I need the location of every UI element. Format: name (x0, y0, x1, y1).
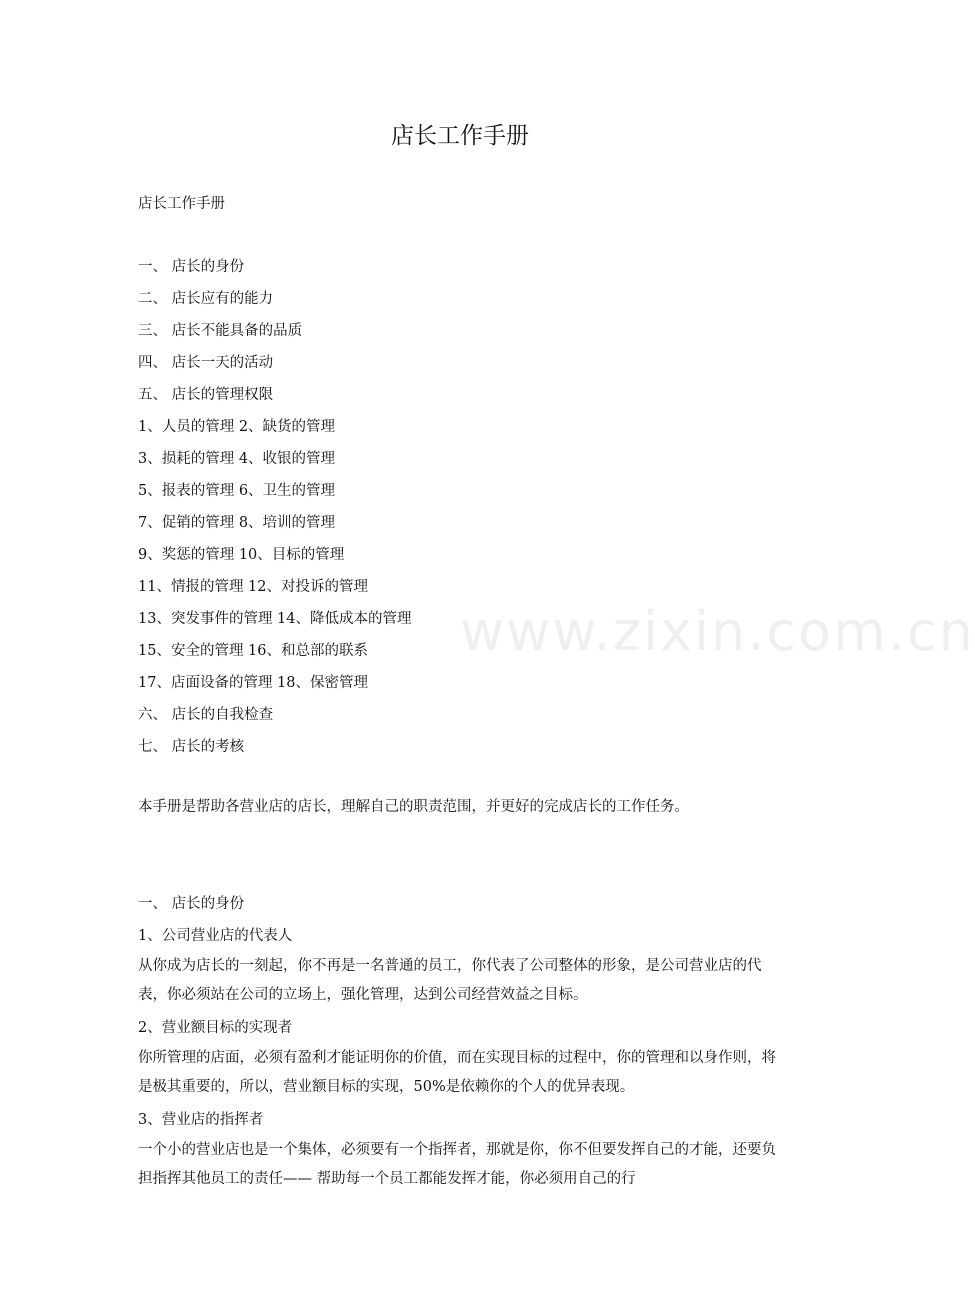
toc-item: 7、促销的管理 8、培训的管理 (138, 515, 336, 531)
toc-item: 四、 店长一天的活动 (138, 355, 274, 371)
item-title: 3、营业店的指挥者 (138, 1112, 264, 1128)
document-subtitle: 店长工作手册 (138, 196, 225, 212)
watermark: www.zixin.com.cn (460, 600, 975, 663)
subtitle-block (138, 188, 788, 220)
toc-item: 9、奖惩的管理 10、目标的管理 (138, 547, 345, 563)
toc-item: 3、损耗的管理 4、收银的管理 (138, 451, 336, 467)
toc-item: 三、 店长不能具备的品质 (138, 323, 303, 339)
item-title: 2、营业额目标的实现者 (138, 1020, 293, 1036)
toc-item: 二、 店长应有的能力 (138, 291, 274, 307)
toc-item: 11、情报的管理 12、对投诉的管理 (138, 579, 369, 595)
toc-item: 15、安全的管理 16、和总部的联系 (138, 643, 369, 659)
section-identity (138, 888, 788, 1194)
toc-item: 1、人员的管理 2、缺货的管理 (138, 419, 336, 435)
table-of-contents (138, 251, 788, 763)
intro-block (138, 791, 788, 823)
item-paragraph: 从你成为店长的一刻起，你不再是一名普通的员工，你代表了公司整体的形象，是公司营业店的代表，你必须站在公司的立场上，强化管理，达到公司经营效益之目标。 (138, 958, 762, 1003)
toc-item: 5、报表的管理 6、卫生的管理 (138, 483, 336, 499)
item-paragraph: 一个小的营业店也是一个集体，必须要有一个指挥者，那就是你，你不但要发挥自己的才能，还要负担指挥其他员工的责任—— 帮助每一个员工都能发挥才能，你必须用自己的行 (138, 1142, 776, 1187)
document-title: 店长工作手册 (391, 123, 529, 149)
toc-item: 13、突发事件的管理 14、降低成本的管理 (138, 611, 412, 627)
intro-paragraph: 本手册是帮助各营业店的店长，理解自己的职责范围，并更好的完成店长的工作任务。 (138, 799, 689, 815)
item-title: 1、公司营业店的代表人 (138, 928, 293, 944)
toc-item: 一、 店长的身份 (138, 259, 245, 275)
toc-item: 17、店面设备的管理 18、保密管理 (138, 675, 369, 691)
toc-item: 六、 店长的自我检查 (138, 707, 274, 723)
toc-item: 七、 店长的考核 (138, 739, 245, 755)
section-heading: 一、 店长的身份 (138, 896, 245, 912)
item-paragraph: 你所管理的店面，必须有盈利才能证明你的价值，而在实现目标的过程中，你的管理和以身作则，将是极其重要的，所以，营业额目标的实现，50%是依赖你的个人的优异表现。 (138, 1050, 776, 1095)
toc-item: 五、 店长的管理权限 (138, 387, 274, 403)
